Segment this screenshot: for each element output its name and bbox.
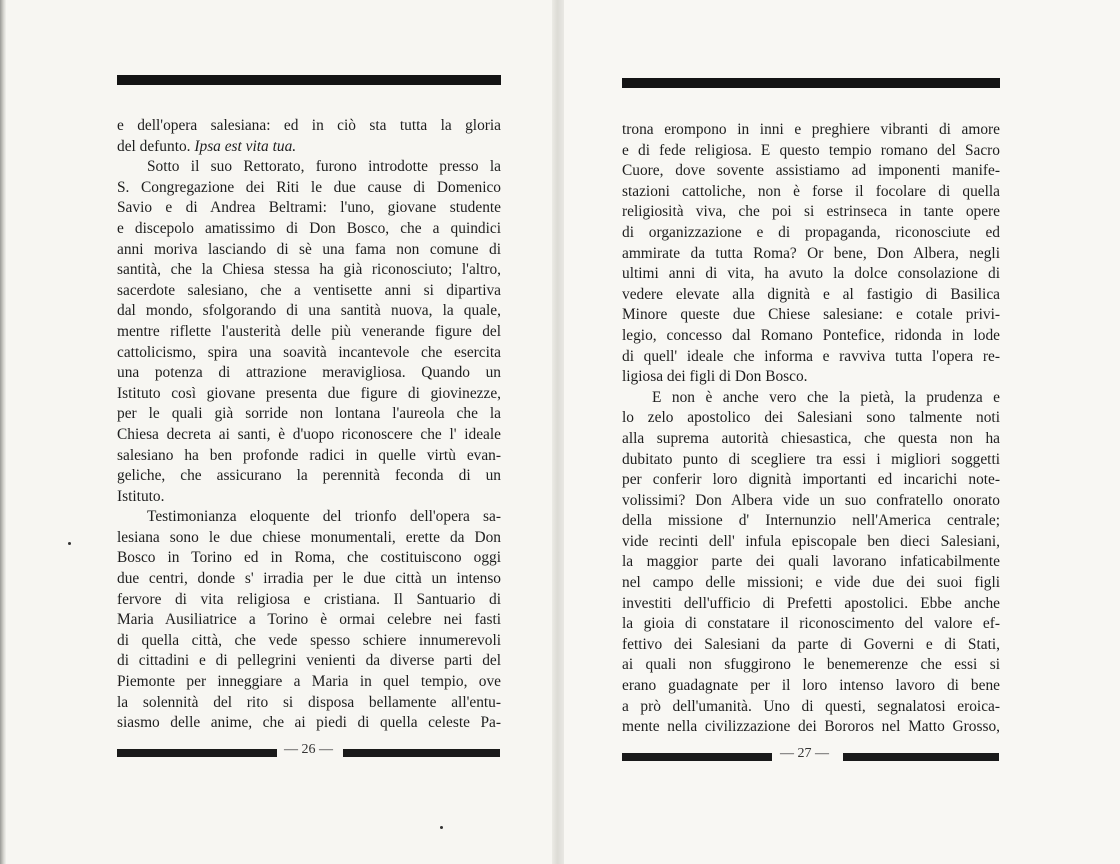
text-line: fettivo dei Salesiani da parte di Governi e di Stati,	[622, 635, 1000, 653]
text-line: fervore di vita religiosa e cristiana. Il Santuario di	[117, 590, 501, 608]
text-line: volissimi? Don Albera vide un suo confratello onorato	[622, 491, 1000, 509]
text-line: vedere elevate alla dignità e al fastigio di Basilica	[622, 285, 1000, 303]
ink-speck	[68, 542, 71, 545]
footer-rule-right-b	[843, 753, 999, 761]
text-line: Sotto il suo Rettorato, furono introdotte presso la	[147, 158, 501, 176]
text-line: lo zelo apostolico dei Salesiani sono talmente noti	[622, 409, 1000, 427]
text-line: legio, concesso dal Romano Pontefice, ridonda in lode	[622, 326, 1000, 344]
text-line: Testimonianza eloquente del trionfo dell'opera sa-	[147, 508, 501, 526]
left-page-text	[117, 116, 501, 734]
book-gutter	[552, 0, 564, 864]
text-line: anni moriva lasciando di sè una fama non comune di	[117, 240, 501, 258]
text-line: e di fede religiosa. E questo tempio romano del Sacro	[622, 141, 1000, 159]
text-line: santità, che la Chiesa stessa ha già riconosciuto; l'altro,	[117, 261, 501, 279]
text-line: siasmo delle anime, che ai piedi di quella celeste Pa-	[117, 714, 501, 732]
text-line: di quella città, che vede spesso schiere innumerevoli	[117, 631, 501, 649]
text-line: ultimi anni di vita, ha avuto la dolce consolazione di	[622, 265, 1000, 283]
text-line: della missione d' Internunzio nell'America centrale;	[622, 512, 1000, 530]
text-line: cattolicismo, spira una soavità incantevole che esercita	[117, 343, 501, 361]
text-line: la solennità del rito si disposa bellamente all'entu-	[117, 693, 501, 711]
text-line: geliche, che assicurano la perennità feconda di un	[117, 467, 501, 485]
italic-quote: Ipsa est vita tua.	[194, 137, 297, 155]
text-line: erano guadagnate per il loro intenso lavoro di bene	[622, 677, 1000, 695]
text-line: vide recinti dell' infula episcopale ben dieci Salesiani,	[622, 532, 1000, 550]
text-line: del defunto. Ipsa est vita tua.	[117, 137, 297, 155]
text-line: Istituto così giovane presenta due figure di giovinezze,	[117, 384, 501, 402]
footer-rule-left-b	[343, 749, 500, 757]
text-line: di quell' ideale che informa e ravviva tutta l'opera re-	[622, 347, 1000, 365]
header-rule-right	[622, 78, 1000, 88]
header-rule-left	[117, 75, 501, 85]
text-line: S. Congregazione dei Riti le due cause di Domenico	[117, 178, 501, 196]
text-line: ligiosa dei figli di Don Bosco.	[622, 368, 808, 386]
text-line: stazioni cattoliche, non è forse il focolare di quella	[622, 182, 1000, 200]
text-line: la gioia di constatare il riconoscimento del valore ef-	[622, 615, 1000, 633]
text-line: di cittadini e di pellegrini venienti da diverse parti del	[117, 652, 501, 670]
text-line: per conferir loro dignità importanti ed incarichi note-	[622, 471, 1000, 489]
right-page-text	[622, 120, 1000, 738]
text-line: E non è anche vero che la pietà, la prudenza e	[652, 388, 1000, 406]
text-line: investiti dell'ufficio di Prefetti apostolici. Ebbe anche	[622, 594, 1000, 612]
text-line: mente nella civilizzazione dei Bororos nel Matto Grosso,	[622, 718, 1000, 736]
text-line: lesiana sono le due chiese monumentali, erette da Don	[117, 528, 501, 546]
text-line: salesiano ha ben profonde radici in quelle virtù evan-	[117, 446, 501, 464]
text-line: Savio e di Andrea Beltrami: l'uno, giovane studente	[117, 199, 501, 217]
page-number-right: — 27 —	[780, 746, 829, 761]
text-line: Cuore, dove sovente assistiamo ad imponenti manife-	[622, 162, 1000, 180]
text-line: Chiesa decreta ai santi, è d'uopo riconoscere che l' ideale	[117, 425, 501, 443]
text-line: sacerdote salesiano, che a ventisette anni si dipartiva	[117, 281, 501, 299]
text-line: Piemonte per inneggiare a Maria in quel tempio, ove	[117, 673, 501, 691]
text-line: di organizzazione e di propaganda, riconosciute ed	[622, 223, 1000, 241]
text-line: trona erompono in inni e preghiere vibranti di amore	[622, 121, 1000, 138]
footer-rule-right-a	[622, 753, 772, 761]
page-edge-shadow	[0, 0, 6, 864]
text-line: mentre riflette l'austerità delle più venerande figure del	[117, 322, 501, 340]
text-line: dubitato punto di scegliere tra essi i migliori soggetti	[622, 450, 1000, 468]
text-line: per le quali già sorride non lontana l'aureola che la	[117, 405, 501, 423]
text-line: dal mondo, sfolgorando di una santità nuova, la quale,	[117, 302, 501, 320]
text-line: Maria Ausiliatrice a Torino è ormai celebre nei fasti	[117, 611, 501, 629]
text-line: e dell'opera salesiana: ed in ciò sta tutta la gloria	[117, 117, 501, 134]
page-number-left: — 26 —	[284, 742, 333, 757]
text-line: alla suprema autorità chiesastica, che questa non ha	[622, 429, 1000, 447]
text-line: una potenza di attrazione meravigliosa. Quando un	[117, 364, 501, 382]
text-line: Bosco in Torino ed in Roma, che costituiscono oggi	[117, 549, 501, 567]
text-line: religiosità viva, che poi si estrinseca in tante opere	[622, 203, 1000, 221]
ink-speck	[440, 826, 443, 829]
text-line: Minore queste due Chiese salesiane: e cotale privi-	[622, 306, 1000, 324]
text-line: due centri, donde s' irradia per le due città un intenso	[117, 570, 501, 588]
text-line: nel campo delle missioni; e vide due dei suoi figli	[622, 574, 1000, 592]
text-line: ammirate da tutta Roma? Or bene, Don Albera, negli	[622, 244, 1000, 262]
text-line: e discepolo amatissimo di Don Bosco, che a quindici	[117, 219, 501, 237]
text-line: Istituto.	[117, 487, 165, 505]
text-line: la maggior parte dei quali lavorano infaticabilmente	[622, 553, 1000, 571]
footer-rule-left-a	[117, 749, 277, 757]
text-line: a prò dell'umanità. Uno di questi, segnalatosi eroica-	[622, 697, 1000, 715]
text-line: ai quali non sfuggirono le benemerenze che essi si	[622, 656, 1000, 674]
